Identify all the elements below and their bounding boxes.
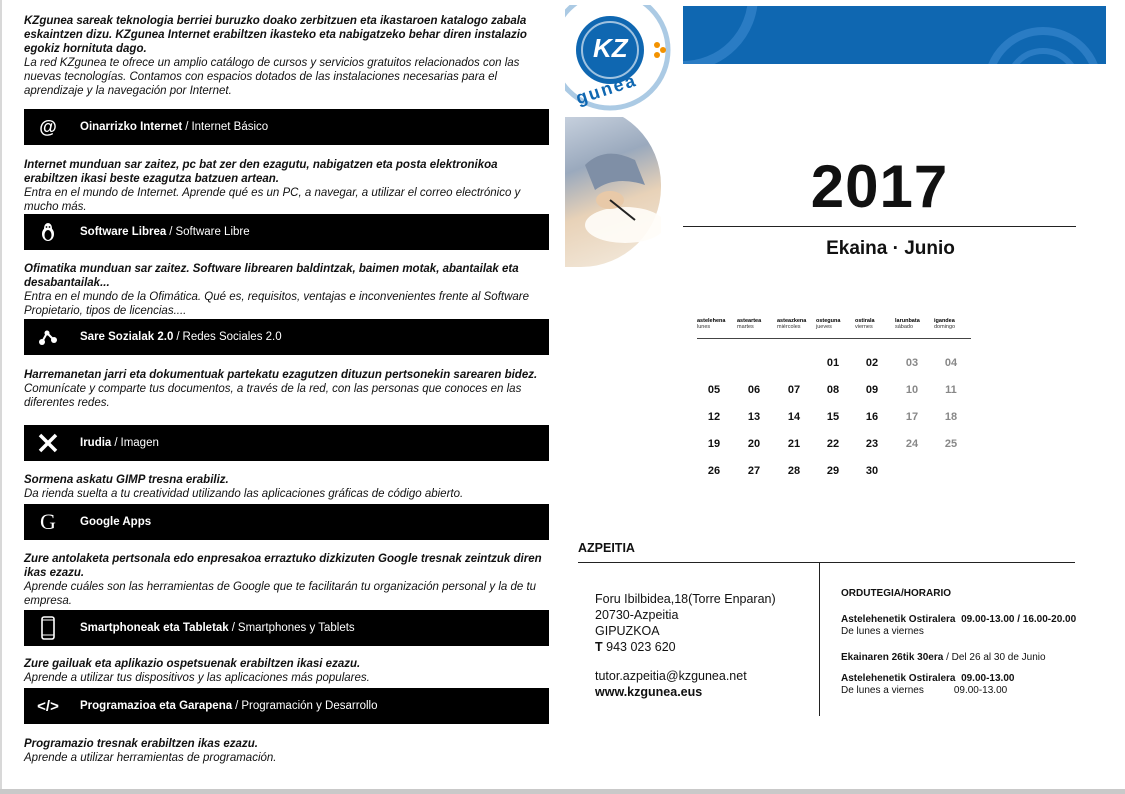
address-line: GIPUZKOA — [595, 624, 660, 638]
course-desc-es: Comunícate y comparte tus documentos, a través de la red, con las personas que conoces en las diferentes redes. — [24, 383, 522, 409]
calendar-day: 05 — [707, 384, 721, 396]
course-bar-google — [24, 504, 549, 540]
hours-days-eu: Astelehenetik Ostiralera — [841, 673, 956, 684]
course-desc-es: Da rienda suelta a tu creatividad utilizando las aplicaciones gráficas de código abierto. — [24, 488, 464, 500]
intro-spanish: La red KZgunea te ofrece un amplio catálogo de cursos y servicios gratuitos relacionados con las nuevas tecnologías. Contamos con espacios dotados de las instalaciones necesarias para el aprendizaje y la navegación por Internet. — [24, 57, 520, 97]
course-desc-es: Entra en el mundo de Internet. Aprende qué es un PC, a navegar, a utilizar el correo electrónico y mucho más. — [24, 187, 521, 213]
weekday-divider — [697, 338, 971, 339]
calendar-day: 30 — [865, 465, 879, 477]
center-address — [595, 591, 776, 655]
course-bar-programming: </> Programazioa eta Garapena / Programación y Desarrollo — [24, 688, 549, 724]
year-divider — [683, 226, 1076, 227]
hours-special-period — [841, 652, 1101, 664]
calendar-day: 15 — [826, 411, 840, 423]
weekday-header: asteazkena miércoles — [777, 318, 807, 330]
course-desc-smartphones — [24, 657, 544, 685]
course-title-es: Imagen — [120, 437, 159, 449]
course-bar-software: Software Librea / Software Libre — [24, 214, 549, 250]
course-desc-eu: Harremanetan jarri eta dokumentuak partekatu ezagutzen dituzun pertsonekin sarearen bidez. — [24, 369, 538, 381]
calendar-day: 17 — [905, 411, 919, 423]
course-title-eu: Smartphoneak eta Tabletak — [80, 622, 229, 634]
calendar-day: 13 — [747, 411, 761, 423]
hours-days-eu: Astelehenetik Ostiralera — [841, 614, 956, 625]
course-desc-eu: Internet munduan sar zaitez, pc bat zer den ezagutu, nabigatzen eta posta elektronikoa erabiltzen ikasi beste ezagutza batzuen artean. — [24, 159, 498, 185]
hours-days-es: De lunes a viernes — [841, 626, 924, 637]
web-link[interactable]: www.kzgunea.eus — [595, 685, 703, 699]
weekday-header: astelehena lunes — [697, 318, 726, 330]
calendar-year: 2017 — [810, 153, 949, 220]
course-desc-image — [24, 473, 544, 501]
course-desc-eu: Zure gailuak eta aplikazio ospetsuenak erabiltzen ikasi ezazu. — [24, 658, 361, 670]
course-title-eu: Google Apps — [80, 516, 152, 528]
calendar-day: 09 — [865, 384, 879, 396]
course-desc-eu: Programazio tresnak erabiltzen ikas ezazu. — [24, 738, 258, 750]
hours-days-es: De lunes a viernes — [841, 685, 924, 696]
weekday-header: igandea domingo — [934, 318, 956, 330]
calendar-day: 07 — [787, 384, 801, 396]
calendar-day: 16 — [865, 411, 879, 423]
course-title-es: Smartphones y Tablets — [237, 622, 355, 634]
calendar-day: 29 — [826, 465, 840, 477]
calendar-day: 11 — [945, 384, 957, 396]
opening-hours — [841, 588, 1101, 697]
logo-sub-text: gunea — [573, 69, 640, 109]
course-title-es: Software Libre — [175, 226, 250, 238]
course-desc-internet — [24, 158, 544, 214]
course-bar-internet: @ Oinarrizko Internet / Internet Básico — [24, 109, 549, 145]
logo-main-text: KZ — [593, 33, 628, 63]
calendar-day: 22 — [826, 438, 840, 450]
page-edge-bottom — [0, 789, 1125, 794]
course-title-es: Programación y Desarrollo — [241, 700, 378, 712]
center-contact — [595, 668, 747, 700]
page-edge-left — [0, 0, 2, 794]
course-title-eu: Oinarrizko Internet — [80, 121, 183, 133]
course-title-eu: Programazioa eta Garapena — [80, 700, 233, 712]
calendar-day: 01 — [826, 357, 840, 369]
calendar-day: 06 — [747, 384, 761, 396]
course-title-es: Internet Básico — [191, 121, 269, 133]
hours-days-es-line — [841, 685, 1101, 697]
phone-line — [595, 639, 776, 655]
weekday-header: ostirala viernes — [855, 318, 875, 330]
intro-text — [24, 14, 550, 98]
hours-time-es: 09.00-13.00 — [953, 685, 1008, 696]
course-bar-social: Sare Sozialak 2.0 / Redes Sociales 2.0 — [24, 319, 549, 355]
kzgunea-logo — [565, 5, 677, 117]
address-line: Foru Ibilbidea,18(Torre Enparan) — [595, 592, 776, 606]
weekday-header: osteguna jueves — [816, 318, 841, 330]
calendar-month: Ekaina · Junio — [826, 238, 955, 259]
course-desc-programming — [24, 737, 544, 765]
calendar-day: 25 — [944, 438, 958, 450]
calendar-day: 14 — [787, 411, 801, 423]
code-icon: </> — [37, 697, 59, 715]
course-bar-smartphones: Smartphoneak eta Tabletak / Smartphones y Tablets — [24, 610, 549, 646]
calendar-day: 27 — [747, 465, 761, 477]
photo-writing — [565, 105, 661, 267]
intro-basque: KZgunea sareak teknologia berriei buruzko doako zerbitzuen eta ikastaroen katalogo zabala eskaintzen dizu. KZgunea Internet erabiltzen ikasteko eta nabigatzeko behar diren instalazio egokiz hornituta dago. — [24, 15, 527, 55]
hours-time-eu: 09.00-13.00 — [961, 673, 1015, 684]
course-desc-es: Entra en el mundo de la Ofimática. Qué es, requisitos, ventajas e inconvenientes frente al Software Propietario, tipos de licencias.... — [24, 291, 530, 317]
hours-time-eu: 09.00-13.00 / 16.00-20.00 — [961, 614, 1077, 625]
header-blue-band — [683, 6, 1106, 64]
course-desc-google — [24, 552, 544, 608]
course-title-eu: Software Librea — [80, 226, 167, 238]
calendar-day: 02 — [865, 357, 879, 369]
calendar-day: 26 — [707, 465, 721, 477]
center-town: AZPEITIA — [578, 541, 635, 555]
phone-label: T — [595, 640, 603, 654]
hours-special — [841, 673, 1101, 697]
smartphone-icon — [24, 610, 72, 646]
course-title-eu: Sare Sozialak 2.0 — [80, 331, 174, 343]
calendar-day: 20 — [747, 438, 761, 450]
phone-number[interactable]: 943 023 620 — [606, 640, 676, 654]
tools-icon — [24, 425, 72, 461]
calendar-day: 24 — [905, 438, 919, 450]
hours-regular — [841, 614, 1101, 638]
special-period-es: / Del 26 al 30 de Junio — [946, 652, 1046, 663]
weekday-header: larunbata sábado — [895, 318, 920, 330]
calendar-day: 12 — [707, 411, 721, 423]
hours-title: ORDUTEGIA/HORARIO — [841, 588, 951, 599]
calendar-day: 10 — [905, 384, 919, 396]
course-desc-es: Aprende cuáles son las herramientas de Google que te facilitarán tu organización personal y la de tu empresa. — [24, 581, 537, 607]
special-period-eu: Ekainaren 26tik 30era — [841, 652, 944, 663]
calendar-day: 04 — [944, 357, 958, 369]
weekday-header: asteartea martes — [737, 318, 762, 330]
info-column-divider — [819, 563, 820, 716]
course-desc-eu: Sormena askatu GIMP tresna erabiliz. — [24, 474, 229, 486]
google-g-icon: G — [40, 509, 56, 534]
header-image — [565, 5, 677, 267]
town-divider — [578, 562, 1075, 563]
calendar-day: 28 — [787, 465, 801, 477]
share-icon — [24, 319, 72, 355]
course-desc-es: Aprende a utilizar herramientas de programación. — [24, 752, 277, 764]
course-desc-eu: Ofimatika munduan sar zaitez. Software librearen baldintzak, baimen motak, abantailak eta desabantailak... — [24, 263, 519, 289]
calendar-day: 21 — [787, 438, 801, 450]
course-desc-software — [24, 262, 544, 318]
email-link[interactable]: tutor.azpeitia@kzgunea.net — [595, 669, 747, 683]
course-bar-image: Irudia / Imagen — [24, 425, 549, 461]
address-line: 20730-Azpeitia — [595, 608, 679, 622]
course-title-eu: Irudia — [80, 437, 112, 449]
course-desc-social — [24, 368, 544, 410]
calendar-day: 23 — [865, 438, 879, 450]
calendar-day: 19 — [707, 438, 721, 450]
calendar-day: 03 — [905, 357, 919, 369]
calendar-day: 18 — [944, 411, 958, 423]
at-icon: @ — [39, 116, 57, 137]
course-desc-eu: Zure antolaketa pertsonala edo enpresakoa erraztuko dizkizuten Google tresnak zeintzuk diren ikas ezazu. — [24, 553, 542, 579]
course-title-es: Redes Sociales 2.0 — [182, 331, 282, 343]
course-desc-es: Aprende a utilizar tus dispositivos y las aplicaciones más populares. — [24, 672, 370, 684]
calendar-day: 08 — [826, 384, 840, 396]
penguin-icon — [24, 214, 72, 250]
